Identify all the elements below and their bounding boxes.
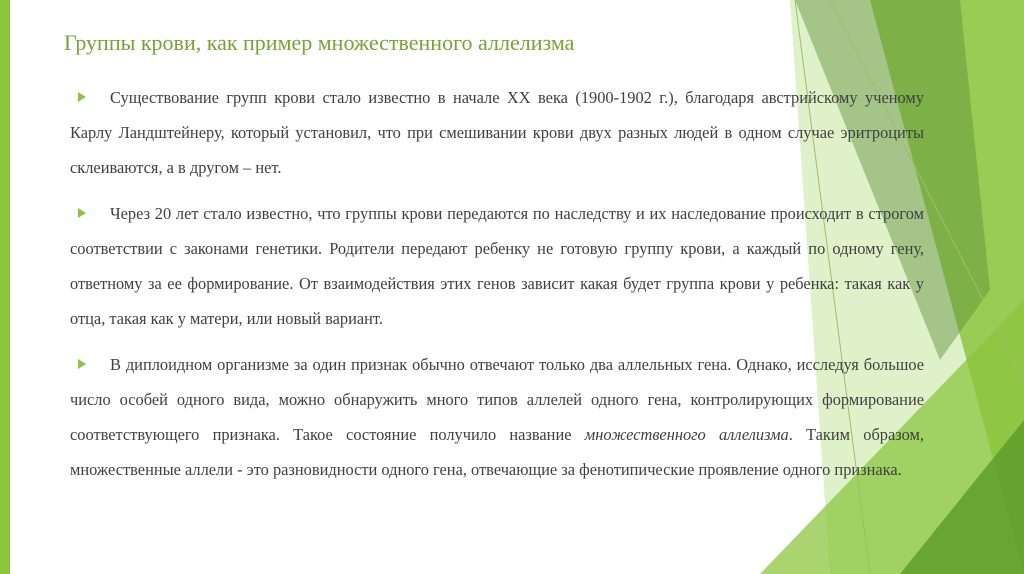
triangle-bullet-icon xyxy=(78,92,86,102)
bullet-paragraph-3 xyxy=(70,347,924,487)
paragraph-text: Существование групп крови стало известно в начале XX века (1900-1902 г.), благодаря австрийскому ученому Карлу Ландштейнеру, который установил, что при смешивании крови двух разных людей в одном случае эритроциты склеиваются, а в другом – нет. xyxy=(70,88,924,177)
emphasized-term: множественного аллелизма xyxy=(584,425,789,444)
paragraph-text: Через 20 лет стало известно, что группы крови передаются по наследству и их наследование происходит в строгом соответствии с законами генетики. Родители передают ребенку не готовую группу крови, а каждый по одному гену, ответному за ее формирование. От взаимодействия этих генов зависит какая будет группа крови у ребенка: такая как у отца, такая как у матери, или новый вариант. xyxy=(70,204,924,328)
paragraph-text xyxy=(70,347,924,487)
triangle-bullet-icon xyxy=(78,208,86,218)
triangle-bullet-icon xyxy=(78,359,86,369)
bullet-paragraph-2 xyxy=(70,196,924,336)
slide-content xyxy=(70,80,924,498)
paragraph-text-part: В диплоидном организме за один признак обычно отвечают только два аллельных гена. Однако, исследуя большое число особей одного вида, можно обнаружить много типов аллелей одного гена, контролирующих формирование соответствующего признака. Такое состояние получило название xyxy=(70,355,924,444)
paragraph-text-part: . Таким образом, множественные аллели - это разновидности одного гена, отвечающие за фенотипические проявление одного признака. xyxy=(70,425,925,479)
bullet-paragraph-1 xyxy=(70,80,924,185)
slide-title: Группы крови, как пример множественного аллелизма xyxy=(64,30,575,55)
